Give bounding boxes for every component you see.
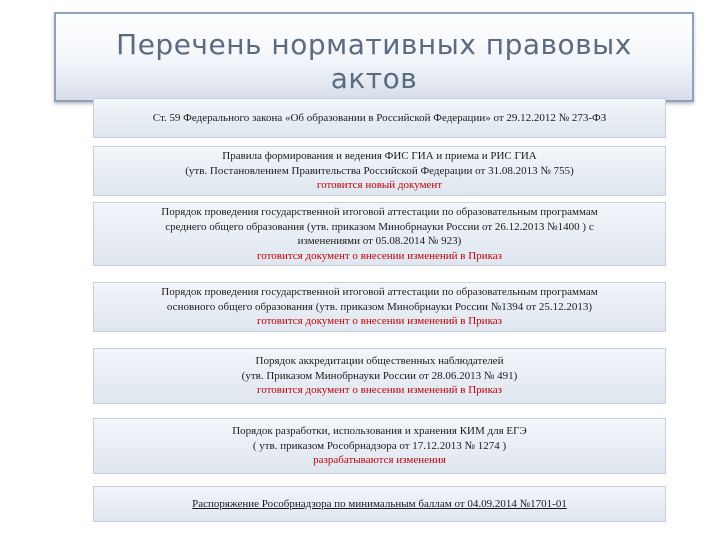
document-box-fz-273 xyxy=(93,98,666,138)
document-text: Правила формирования и ведения ФИС ГИА и приема и РИС ГИА xyxy=(222,150,537,163)
document-box-kim-ege xyxy=(93,418,666,474)
document-text: изменениями от 05.08.2014 № 923) xyxy=(297,235,462,247)
document-box-observers-accreditation xyxy=(93,348,666,404)
slide-title-line-2: актов xyxy=(330,62,418,95)
document-text: Ст. 59 Федерального закона «Об образовании в Российской Федерации» от 29.12.2012 № 273-ФЗ xyxy=(152,111,607,124)
document-text: основного общего образования (утв. приказом Минобрнауки России №1394 от 25.12.2013) xyxy=(166,300,593,313)
document-box-gia-secondary xyxy=(93,202,666,266)
document-box-minimum-scores xyxy=(93,486,666,522)
document-status: готовится документ о внесении изменений в Приказ xyxy=(257,249,502,262)
document-text: (утв. Постановлением Правительства Российской Федерации от 31.08.2013 № 755) xyxy=(185,164,574,177)
document-box-gia-basic xyxy=(93,282,666,332)
document-status: готовится новый документ xyxy=(316,179,443,192)
document-text: Порядок проведения государственной итоговой аттестации по образовательным программам xyxy=(161,286,598,299)
document-text: Порядок разработки, использования и хранения КИМ для ЕГЭ xyxy=(232,425,527,438)
document-text: среднего общего образования (утв. приказом Минобрнауки России от 26.12.2013 №1400 ) с xyxy=(165,220,594,233)
slide-title-box xyxy=(54,12,694,102)
document-status: готовится документ о внесении изменений в Приказ xyxy=(257,384,502,397)
document-status: разрабатываются изменения xyxy=(313,454,446,467)
document-text: Порядок аккредитации общественных наблюдателей xyxy=(255,355,504,368)
document-text: Порядок проведения государственной итоговой аттестации по образовательным программам xyxy=(161,206,598,218)
slide-title-line-1: Перечень нормативных правовых xyxy=(116,28,632,61)
document-text: ( утв. приказом Рособрнадзора от 17.12.2013 № 1274 ) xyxy=(252,439,507,452)
document-text: (утв. Приказом Минобрнауки России от 28.06.2013 № 491) xyxy=(241,369,518,382)
document-box-fis-gia-rules xyxy=(93,146,666,196)
document-status: готовится документ о внесении изменений в Приказ xyxy=(257,315,502,328)
minimum-scores-link[interactable]: Распоряжение Рособрнадзора по минимальным баллам от 04.09.2014 №1701-01 xyxy=(192,497,567,510)
